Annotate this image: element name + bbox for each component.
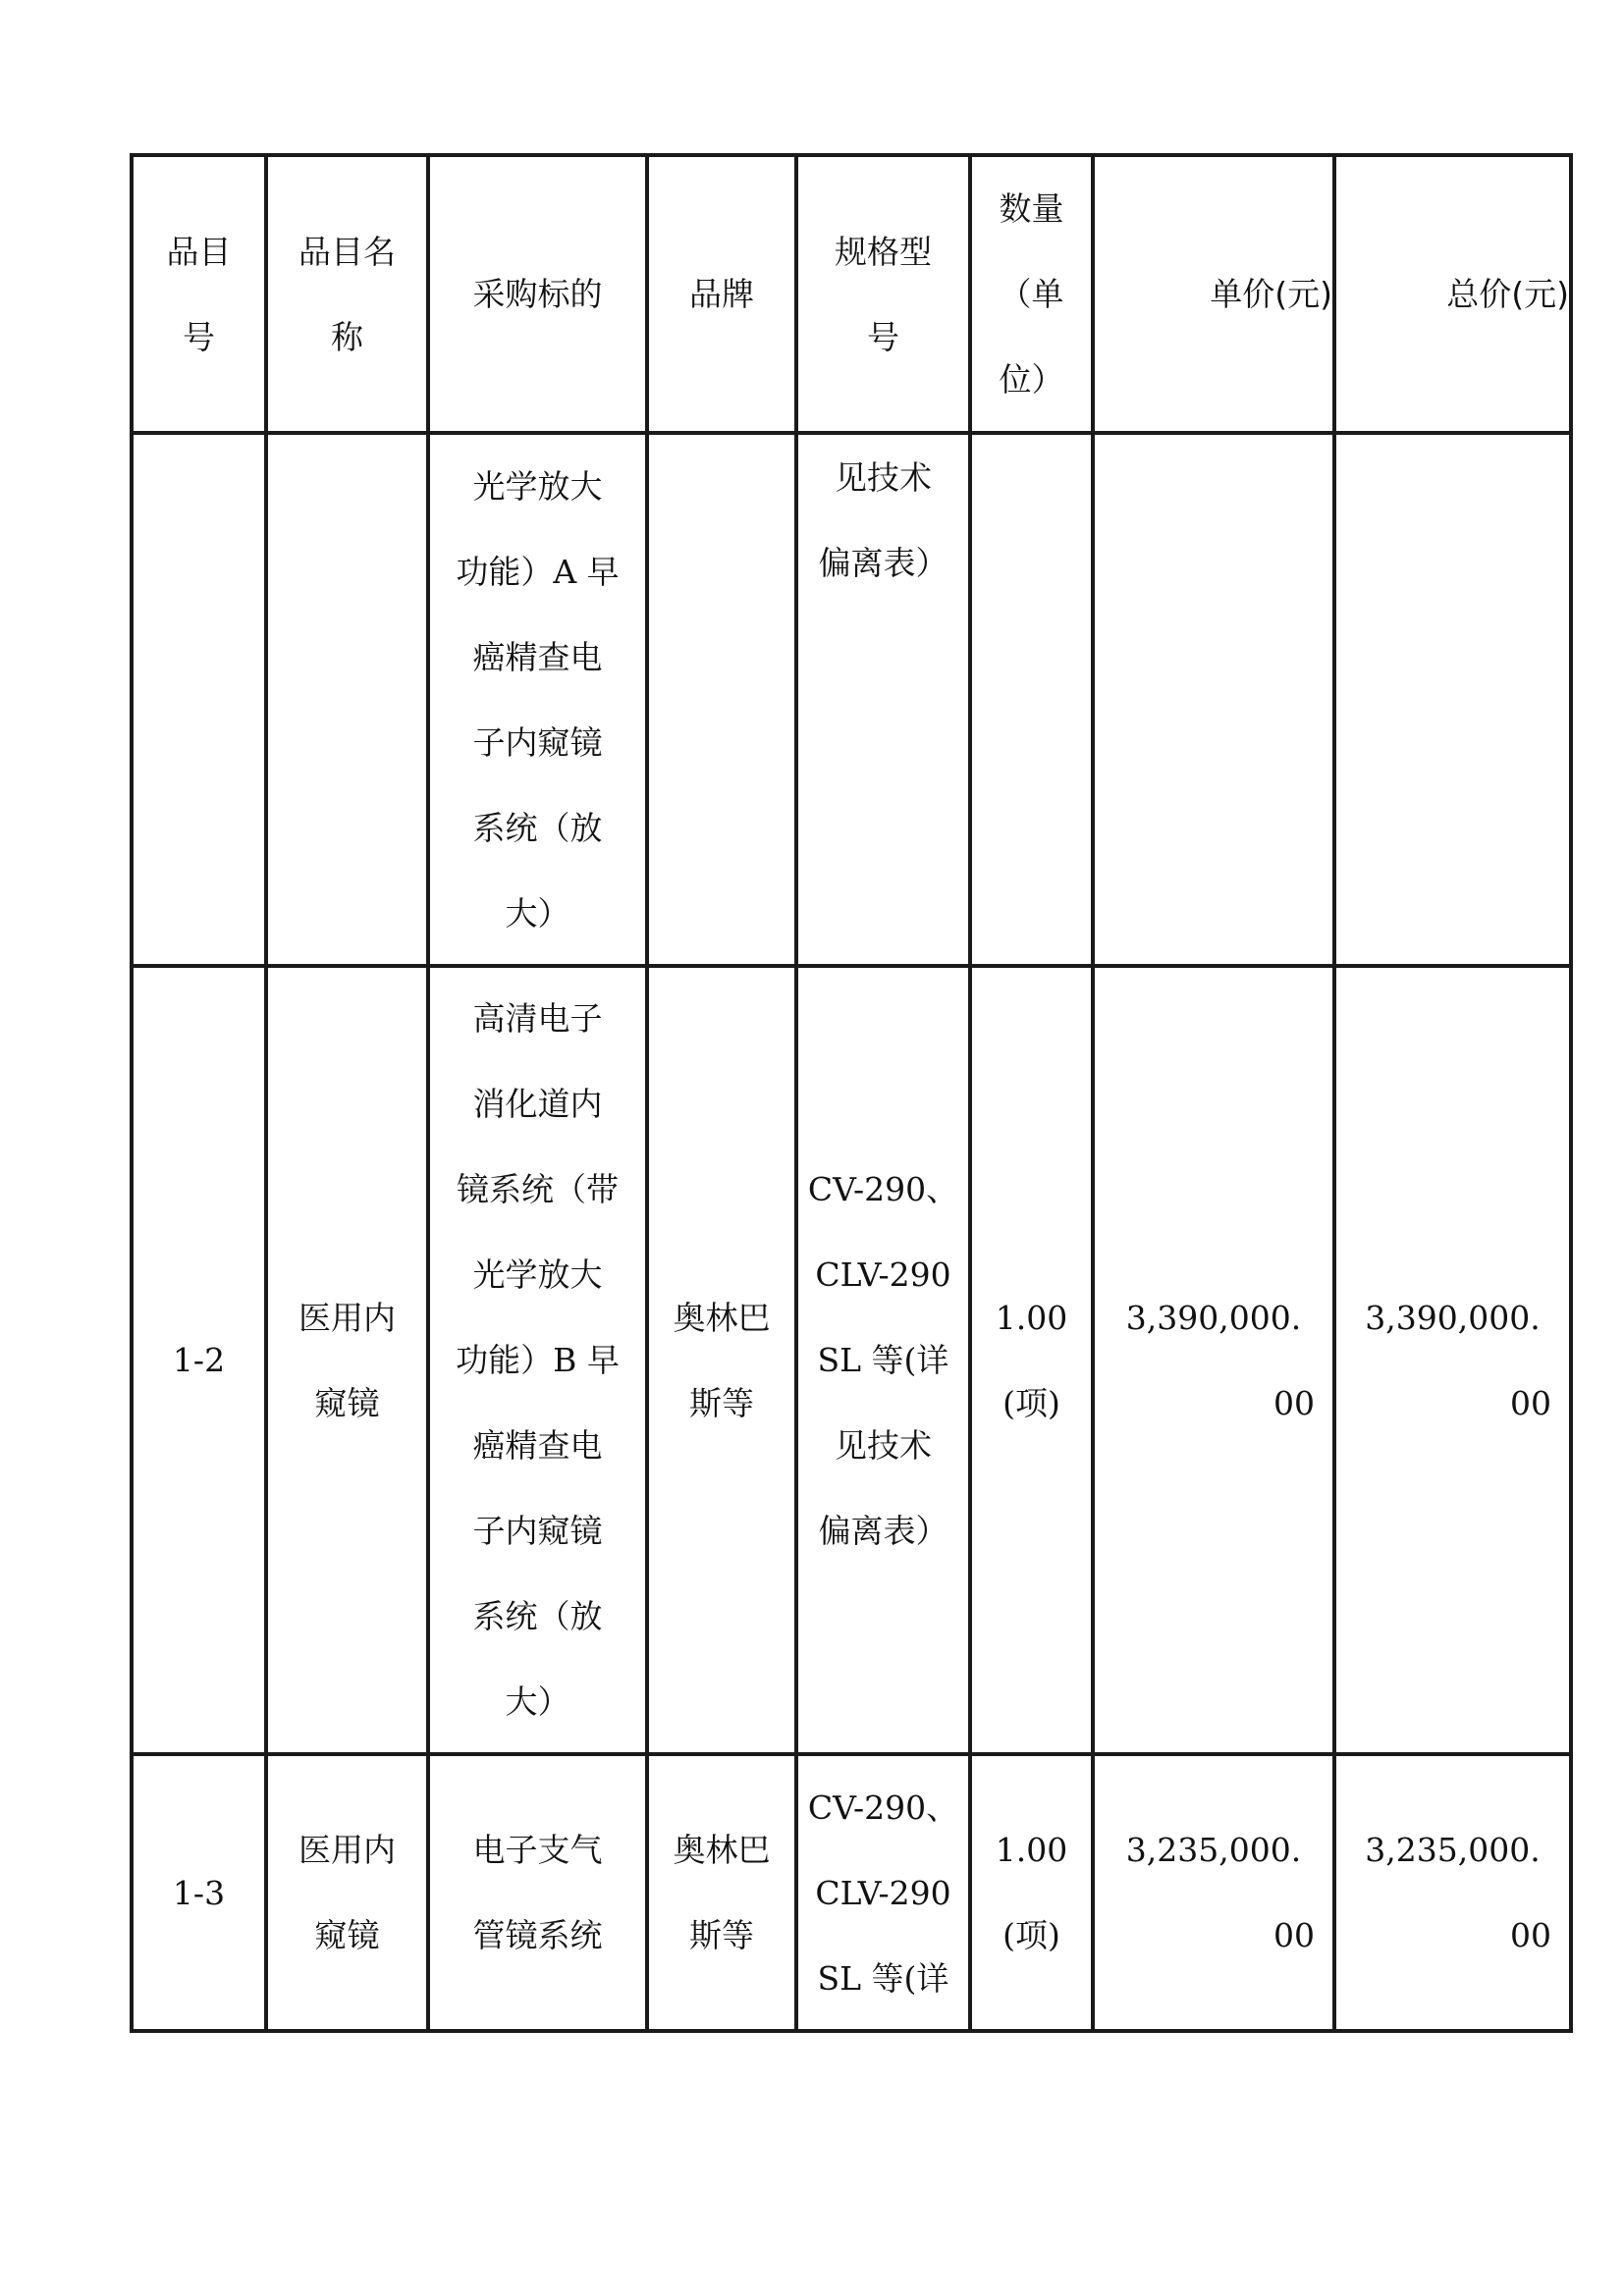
cell-text-line: 系统（放 (472, 1597, 603, 1635)
table-row (132, 966, 1571, 1754)
cell-text-line: 称 (331, 317, 363, 356)
cell-text-line: 品目名 (298, 232, 396, 271)
header-row (132, 155, 1571, 433)
header-item-no (132, 155, 266, 433)
cell-text-line: 品目 (166, 232, 232, 271)
cell-text-line: 位） (999, 360, 1064, 399)
cell-text-line: 00 (1510, 1916, 1551, 1954)
cell-total-price (1334, 966, 1571, 1754)
header-model (796, 155, 970, 433)
cell-text-line: 斯等 (689, 1383, 754, 1422)
header-item-name (266, 155, 428, 433)
cell-text-line: 单价(元) (1210, 275, 1332, 313)
procurement-table (130, 153, 1573, 2033)
cell-text-line: 偏离表） (818, 1512, 948, 1550)
cell-text-line: (项) (1002, 1383, 1060, 1422)
cell-quantity (970, 433, 1093, 966)
cell-item-name (266, 433, 428, 966)
cell-text-line: 癌精查电 (472, 1426, 603, 1465)
cell-target (428, 433, 647, 966)
cell-text-line: 窥镜 (314, 1383, 380, 1422)
cell-text-line: 号 (183, 317, 215, 356)
cell-text-line: 功能）B 早 (456, 1341, 620, 1379)
cell-text-line: 医用内 (298, 1298, 396, 1337)
cell-text-line: 00 (1273, 1916, 1315, 1954)
cell-text-line: CV-290、 (807, 1170, 959, 1208)
cell-model (796, 433, 970, 966)
cell-total-price (1334, 1754, 1571, 2031)
cell-text-line: 功能）A 早 (456, 552, 620, 591)
cell-text-line: 00 (1273, 1383, 1315, 1422)
cell-quantity (970, 1754, 1093, 2031)
cell-text-line: 1.00 (995, 1298, 1068, 1337)
cell-item-no (132, 966, 266, 1754)
cell-brand (647, 966, 796, 1754)
header-unit-price (1093, 155, 1334, 433)
cell-target (428, 966, 647, 1754)
cell-text-line: 光学放大 (472, 1255, 603, 1294)
cell-text-line: 1-3 (172, 1873, 226, 1912)
cell-text-line: 1.00 (995, 1831, 1068, 1869)
cell-text-line: 医用内 (298, 1831, 396, 1869)
cell-text-line: 奥林巴 (673, 1298, 771, 1337)
cell-text-line: CLV-290 (815, 1873, 951, 1912)
cell-item-name (266, 1754, 428, 2031)
cell-item-no (132, 433, 266, 966)
cell-text-line: 3,235,000. (1365, 1831, 1541, 1869)
header-quantity (970, 155, 1093, 433)
table-row (132, 433, 1571, 966)
cell-text-line: 窥镜 (314, 1916, 380, 1954)
cell-text-line: CV-290、 (807, 1788, 959, 1827)
cell-item-name (266, 966, 428, 1754)
cell-text-line: 斯等 (689, 1916, 754, 1954)
header-brand (647, 155, 796, 433)
cell-unit-price (1093, 433, 1334, 966)
header-total-price (1334, 155, 1571, 433)
cell-text-line: 见技术 (835, 1426, 932, 1465)
cell-text-line: 光学放大 (472, 466, 603, 506)
cell-text-line: 3,390,000. (1125, 1298, 1302, 1337)
cell-text-line: 消化道内 (472, 1085, 603, 1123)
cell-text-line: 总价(元) (1446, 275, 1569, 313)
table-row (132, 1754, 1571, 2031)
cell-text-line: SL 等(详 (817, 1341, 949, 1379)
cell-text-line: 子内窥镜 (472, 722, 603, 762)
cell-text-line: 偏离表） (818, 544, 948, 582)
cell-text-line: 大） (505, 1682, 570, 1721)
cell-text-line: （单 (999, 275, 1064, 313)
cell-text-line: 镜系统（带 (457, 1170, 619, 1208)
cell-text-line: 采购标的 (472, 275, 603, 313)
cell-text-line: CLV-290 (815, 1255, 951, 1294)
cell-text-line: SL 等(详 (817, 1958, 949, 1998)
cell-text-line: 大） (505, 893, 570, 933)
cell-text-line: 00 (1510, 1383, 1551, 1422)
cell-text-line: 1-2 (172, 1341, 226, 1379)
cell-text-line: 见技术 (835, 458, 932, 497)
cell-quantity (970, 966, 1093, 1754)
cell-text-line: 规格型 (835, 232, 932, 271)
cell-unit-price (1093, 1754, 1334, 2031)
cell-text-line: 癌精查电 (472, 637, 603, 676)
cell-text-line: (项) (1002, 1916, 1060, 1954)
cell-text-line: 电子支气 (472, 1831, 603, 1869)
cell-text-line: 数量 (999, 189, 1064, 228)
cell-text-line: 3,235,000. (1125, 1831, 1302, 1869)
cell-model (796, 1754, 970, 2031)
cell-text-line: 号 (867, 317, 899, 356)
cell-text-line: 奥林巴 (673, 1831, 771, 1869)
cell-text-line: 品牌 (689, 275, 754, 313)
cell-text-line: 高清电子 (472, 999, 603, 1038)
cell-brand (647, 1754, 796, 2031)
cell-text-line: 管镜系统 (472, 1916, 603, 1954)
cell-text-line: 3,390,000. (1365, 1298, 1541, 1337)
cell-text-line: 子内窥镜 (472, 1512, 603, 1550)
cell-total-price (1334, 433, 1571, 966)
cell-unit-price (1093, 966, 1334, 1754)
cell-text-line: 系统（放 (472, 808, 603, 847)
cell-item-no (132, 1754, 266, 2031)
cell-brand (647, 433, 796, 966)
header-target (428, 155, 647, 433)
cell-target (428, 1754, 647, 2031)
cell-model (796, 966, 970, 1754)
